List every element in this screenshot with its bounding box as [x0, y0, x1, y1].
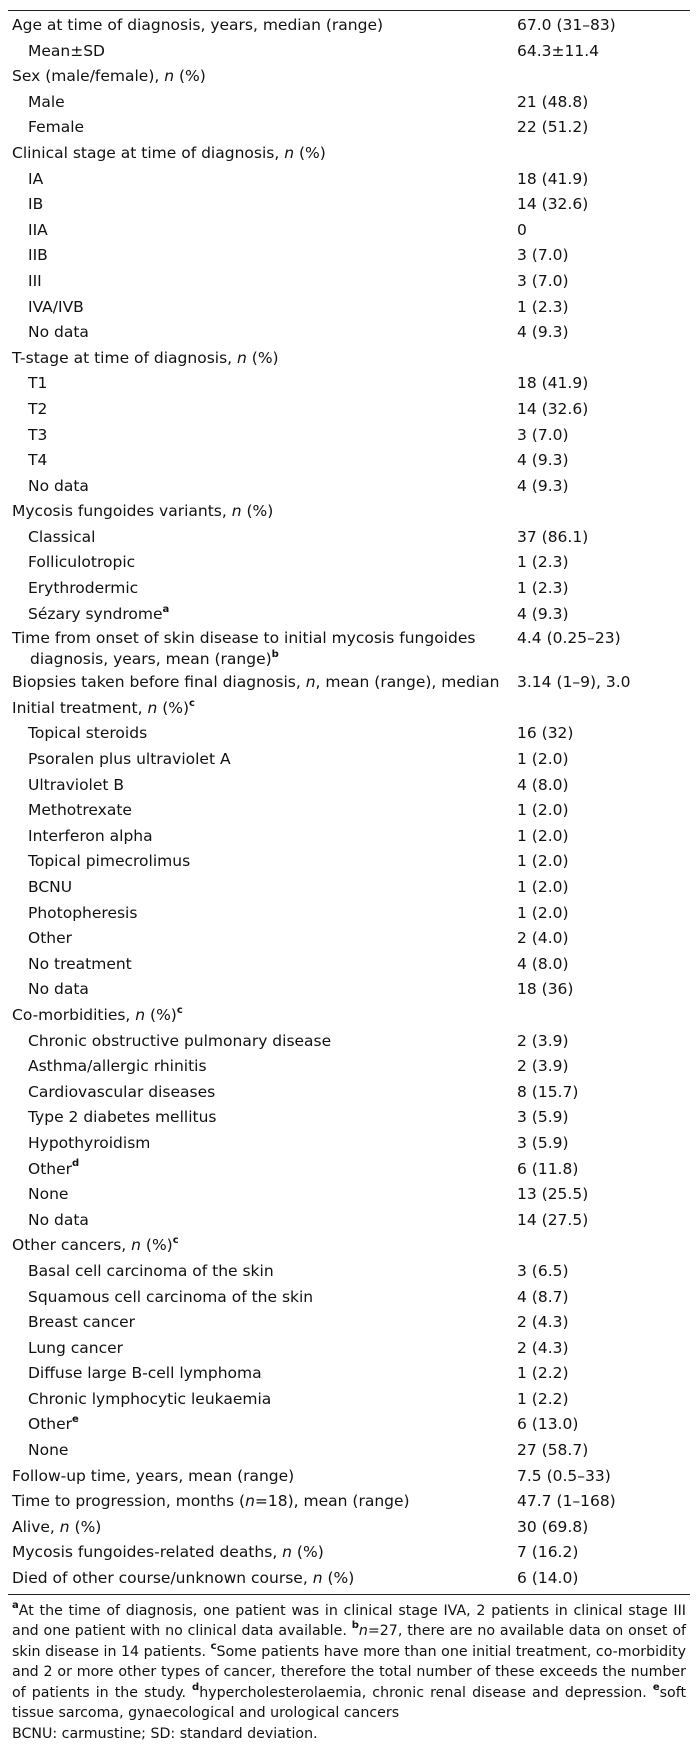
row-value: 1 (2.3) — [517, 553, 569, 572]
row-value: 7 (16.2) — [517, 1543, 579, 1562]
footnote-marker: e — [72, 1414, 79, 1426]
row-label — [12, 1003, 512, 1029]
row-value: 14 (27.5) — [517, 1210, 589, 1229]
table-row — [8, 397, 690, 423]
row-label-italic: n — [59, 1517, 70, 1536]
row-label — [12, 499, 512, 525]
row-value: 2 (4.3) — [517, 1338, 569, 1357]
row-label — [28, 397, 528, 423]
row-label — [28, 525, 528, 551]
row-value: 4 (8.0) — [517, 954, 569, 973]
table-section-row — [8, 346, 690, 372]
table-row — [8, 1387, 690, 1413]
row-label-text: Lung cancer — [28, 1338, 124, 1357]
table-row — [8, 773, 690, 799]
table-row — [8, 576, 690, 602]
row-label-suffix: (%) — [292, 1543, 324, 1562]
row-value: 6 (14.0) — [517, 1569, 579, 1588]
row-label — [28, 1208, 528, 1234]
table-row — [8, 371, 690, 397]
row-label — [28, 1361, 528, 1387]
row-label-italic: n — [284, 143, 295, 162]
table-row — [8, 243, 690, 269]
row-value: 4 (8.0) — [517, 775, 569, 794]
row-value: 3 (5.9) — [517, 1133, 569, 1152]
row-value: 4 (9.3) — [517, 604, 569, 623]
row-label-italic: n — [147, 698, 158, 717]
table-row — [8, 926, 690, 952]
row-label — [12, 628, 526, 670]
row-value: 4 (9.3) — [517, 323, 569, 342]
row-label-text: No data — [28, 1210, 89, 1229]
row-label-text: Male — [28, 92, 65, 111]
table-row — [8, 1310, 690, 1336]
row-value: 3 (7.0) — [517, 271, 569, 290]
row-value: 3 (7.0) — [517, 425, 569, 444]
row-label-text: Mycosis fungoides variants, — [12, 502, 232, 521]
table-footnotes — [8, 1601, 690, 1724]
row-label-italic: n — [135, 1005, 146, 1024]
row-label-text: Alive, — [12, 1517, 60, 1536]
table-section-row — [8, 13, 690, 39]
table-row — [8, 1361, 690, 1387]
row-label — [28, 167, 528, 193]
table-section-row — [8, 499, 690, 525]
footnote-marker: b — [271, 649, 279, 661]
row-label — [12, 1489, 512, 1515]
row-label-text: Clinical stage at time of diagnosis, — [12, 143, 285, 162]
table-row — [8, 90, 690, 116]
table-row — [8, 1182, 690, 1208]
row-label-text: Co-morbidities, — [12, 1005, 136, 1024]
row-label-text: Female — [28, 118, 85, 137]
row-label-text: Biopsies taken before final diagnosis, — [12, 673, 306, 692]
footnote-text: At the time of diagnosis, one patient was in clinical stage IVA, 2 patients in clinical stage III and one patient with no clinical data available. — [12, 1602, 686, 1640]
row-label-text: Other — [28, 1415, 73, 1434]
row-label-text: T2 — [28, 399, 48, 418]
row-label-text: IIA — [28, 220, 48, 239]
row-value: 30 (69.8) — [517, 1517, 589, 1536]
row-label — [28, 550, 528, 576]
table-row — [8, 423, 690, 449]
row-value: 3 (6.5) — [517, 1261, 569, 1280]
table-row — [8, 1080, 690, 1106]
table-top-rule — [8, 10, 690, 11]
table-row — [8, 1438, 690, 1464]
table-row — [8, 1105, 690, 1131]
row-label — [28, 295, 528, 321]
row-label — [28, 90, 528, 116]
row-label — [12, 1515, 512, 1541]
row-label — [28, 926, 528, 952]
row-value: 6 (11.8) — [517, 1159, 579, 1178]
row-label — [28, 602, 528, 628]
footnote-marker: a — [162, 603, 170, 615]
row-label-text: Sex (male/female), — [12, 67, 165, 86]
row-label-text: Topical pimecrolimus — [28, 852, 191, 871]
row-label — [28, 243, 528, 269]
row-label — [28, 747, 528, 773]
table-row — [8, 550, 690, 576]
row-label — [28, 1387, 528, 1413]
row-label-text: T3 — [28, 425, 48, 444]
row-value: 1 (2.0) — [517, 852, 569, 871]
table-row — [8, 977, 690, 1003]
row-label — [28, 721, 528, 747]
row-label — [28, 1310, 528, 1336]
footnote-text: hypercholesterolaemia, chronic renal disease and depression. — [199, 1684, 653, 1701]
row-label-italic: n — [282, 1543, 292, 1562]
row-label — [28, 320, 528, 346]
row-label-italic: n — [231, 502, 242, 521]
table-row — [8, 448, 690, 474]
row-label — [28, 1285, 528, 1311]
row-label-text: IB — [28, 195, 44, 214]
table-row — [8, 1054, 690, 1080]
footnote-marker: d — [192, 1681, 200, 1693]
table-section-row — [8, 1233, 690, 1259]
table-row — [8, 875, 690, 901]
row-value: 1 (2.2) — [517, 1364, 569, 1383]
row-label-text: Classical — [28, 527, 96, 546]
row-label-italic: n — [245, 1492, 255, 1511]
footnote-marker: e — [652, 1681, 660, 1693]
row-value: 8 (15.7) — [517, 1082, 579, 1101]
table-section-row — [8, 64, 690, 90]
row-value: 1 (2.0) — [517, 826, 569, 845]
row-label-suffix: (%) — [174, 67, 206, 86]
row-value: 4 (9.3) — [517, 451, 569, 470]
row-value: 4 (8.7) — [517, 1287, 569, 1306]
table-section-row — [8, 1003, 690, 1029]
row-value: 18 (41.9) — [517, 374, 589, 393]
row-value: 14 (32.6) — [517, 399, 589, 418]
table-bottom-rule — [8, 1594, 690, 1595]
row-label-suffix: (%) — [69, 1517, 102, 1536]
row-label-text: Hypothyroidism — [28, 1133, 151, 1152]
row-label — [28, 901, 528, 927]
row-label-text: Other — [28, 1159, 73, 1178]
row-label — [28, 192, 528, 218]
table-section-row — [8, 696, 690, 722]
row-label-text: Follow-up time, years, mean (range) — [12, 1466, 295, 1485]
row-label — [28, 115, 528, 141]
row-label-text: III — [28, 271, 42, 290]
row-label — [28, 1438, 528, 1464]
row-value: 13 (25.5) — [517, 1185, 589, 1204]
row-label — [28, 1336, 528, 1362]
footnote-marker: d — [72, 1158, 80, 1170]
row-label — [28, 824, 528, 850]
row-label-text: Squamous cell carcinoma of the skin — [28, 1287, 314, 1306]
row-label-suffix: =18), mean (range) — [254, 1492, 410, 1511]
row-label-text: T1 — [28, 374, 48, 393]
row-label — [12, 696, 512, 722]
table-section-row — [8, 1515, 690, 1541]
table-row — [8, 167, 690, 193]
row-label-suffix: (%) — [246, 348, 279, 367]
row-label — [28, 1412, 528, 1438]
table-row — [8, 115, 690, 141]
row-label-suffix: (%) — [145, 1005, 177, 1024]
row-label-text: IA — [28, 169, 44, 188]
table-row — [8, 1157, 690, 1183]
row-label-text: Methotrexate — [28, 801, 132, 820]
table-row — [8, 295, 690, 321]
row-label-text: Photopheresis — [28, 903, 138, 922]
table-row — [8, 218, 690, 244]
table-row — [8, 1412, 690, 1438]
row-value: 4.4 (0.25–23) — [517, 629, 621, 648]
row-label — [28, 218, 528, 244]
table-section-row — [8, 1566, 690, 1592]
row-value: 1 (2.3) — [517, 297, 569, 316]
footnote-marker: b — [351, 1620, 359, 1632]
row-label — [28, 576, 528, 602]
table-row — [8, 1029, 690, 1055]
row-label — [12, 13, 512, 39]
footnote-text: soft tissue sarcoma, gynaecological and urological cancers — [12, 1684, 687, 1722]
footnote-text: Some patients have more than one initial treatment, co-morbidity and 2 or more other types of cancer, therefore the total number of these exceeds the number of patients in the study. — [12, 1643, 686, 1701]
row-label-text: Mycosis fungoides-related deaths, — [12, 1543, 283, 1562]
row-label-text: No treatment — [28, 954, 132, 973]
table-row — [8, 747, 690, 773]
footnote-marker: c — [189, 697, 195, 709]
row-label-text: Other cancers, — [12, 1236, 132, 1255]
footnote-marker: a — [12, 1599, 19, 1611]
row-label-text: Other — [28, 929, 73, 948]
row-label — [28, 952, 528, 978]
row-label-text: Psoralen plus ultraviolet A — [28, 750, 231, 769]
footnote-d — [192, 1681, 653, 1701]
row-label — [28, 849, 528, 875]
row-label-text: Folliculotropic — [28, 553, 136, 572]
row-value: 18 (41.9) — [517, 169, 589, 188]
row-label-text: Ultraviolet B — [28, 775, 125, 794]
row-label-text: No data — [28, 476, 89, 495]
row-label-text: Chronic obstructive pulmonary disease — [28, 1031, 332, 1050]
row-label-text: Basal cell carcinoma of the skin — [28, 1261, 274, 1280]
row-value: 18 (36) — [517, 980, 574, 999]
row-value: 1 (2.0) — [517, 903, 569, 922]
row-label-text: None — [28, 1185, 69, 1204]
row-label — [28, 1029, 528, 1055]
row-label-italic: n — [131, 1236, 141, 1255]
row-label — [12, 346, 512, 372]
row-label-text: Erythrodermic — [28, 579, 139, 598]
row-value: 1 (2.0) — [517, 750, 569, 769]
table-row — [8, 525, 690, 551]
table-section-row — [8, 1540, 690, 1566]
table-row — [8, 824, 690, 850]
row-label — [28, 371, 528, 397]
row-value: 1 (2.0) — [517, 801, 569, 820]
row-label — [28, 269, 528, 295]
row-label — [28, 1182, 528, 1208]
row-label-text: Age at time of diagnosis, years, median (range) — [12, 16, 384, 34]
row-label — [12, 1540, 512, 1566]
table-section-row — [8, 141, 690, 167]
table-document — [8, 6, 690, 1744]
row-value: 16 (32) — [517, 724, 574, 743]
row-label — [12, 141, 512, 167]
table-row — [8, 320, 690, 346]
row-value: 2 (4.0) — [517, 929, 569, 948]
row-label-text: BCNU — [28, 878, 73, 896]
row-label-suffix: (%) — [322, 1569, 355, 1588]
row-label-text: Time to progression, months ( — [12, 1492, 246, 1511]
row-label-text: T-stage at time of diagnosis, — [12, 348, 238, 367]
table-row — [8, 192, 690, 218]
table-section-row — [8, 1464, 690, 1490]
row-label-suffix: (%) — [140, 1236, 173, 1255]
row-label-text: Type 2 diabetes mellitus — [28, 1108, 217, 1127]
row-value: 2 (3.9) — [517, 1031, 569, 1050]
table-row — [8, 1285, 690, 1311]
row-label — [12, 1464, 512, 1490]
row-value: 1 (2.0) — [517, 878, 569, 896]
row-label-italic: n — [164, 67, 175, 86]
row-label — [28, 1105, 528, 1131]
row-value: 21 (48.8) — [517, 92, 589, 111]
table-row — [8, 269, 690, 295]
row-value: 27 (58.7) — [517, 1441, 589, 1460]
abbreviations-note: BCNU: carmustine; SD: standard deviation. — [12, 1725, 318, 1742]
row-value: 37 (86.1) — [517, 527, 589, 546]
row-label-suffix: (%) — [241, 502, 274, 521]
row-value: 1 (2.2) — [517, 1389, 569, 1408]
table-body — [8, 13, 690, 1592]
row-value: 3 (5.9) — [517, 1108, 569, 1127]
row-label-text: Sézary syndrome — [28, 604, 163, 623]
row-value: 67.0 (31–83) — [517, 16, 616, 34]
row-label — [12, 1233, 512, 1259]
row-label — [28, 1259, 528, 1285]
row-label-suffix: , mean (range), median — [315, 673, 500, 692]
row-label-text: IIB — [28, 246, 48, 265]
row-label — [28, 1157, 528, 1183]
row-label — [28, 474, 528, 500]
row-label-italic: n — [237, 348, 247, 367]
footnote-marker: c — [210, 1640, 217, 1652]
row-value: 6 (13.0) — [517, 1415, 579, 1434]
table-row — [8, 474, 690, 500]
table-row — [8, 602, 690, 628]
row-label-italic: n — [305, 673, 316, 692]
table-row — [8, 1208, 690, 1234]
row-label-text: Died of other course/unknown course, — [12, 1569, 313, 1588]
table-section-row — [8, 670, 690, 696]
footnote-marker: c — [176, 1004, 183, 1016]
row-label-text: T4 — [28, 451, 48, 470]
row-label — [28, 1054, 528, 1080]
row-label-text: Cardiovascular diseases — [28, 1082, 216, 1101]
row-value: 2 (3.9) — [517, 1057, 569, 1076]
row-value: 3.14 (1–9), 3.0 — [517, 673, 631, 692]
row-label — [12, 670, 512, 696]
row-label-suffix: (%) — [294, 143, 326, 162]
table-row — [8, 798, 690, 824]
row-label-text: No data — [28, 323, 89, 342]
table-section-row — [8, 627, 690, 670]
table-row — [8, 1336, 690, 1362]
row-label-text: Interferon alpha — [28, 826, 153, 845]
row-label-text: None — [28, 1441, 69, 1460]
table-row — [8, 39, 690, 65]
table-row — [8, 901, 690, 927]
row-label — [28, 875, 528, 901]
row-value: 47.7 (1–168) — [517, 1492, 616, 1511]
row-label-text: Time from onset of skin disease to initial mycosis fungoides diagnosis, years, mean (range) — [12, 629, 476, 669]
row-label — [12, 1566, 512, 1592]
row-label-text: Topical steroids — [28, 724, 148, 743]
row-label-text: Asthma/allergic rhinitis — [28, 1057, 207, 1076]
row-value: 22 (51.2) — [517, 118, 589, 137]
row-label-text: No data — [28, 980, 89, 999]
row-value: 64.3±11.4 — [517, 41, 600, 60]
table-row — [8, 1131, 690, 1157]
row-value: 3 (7.0) — [517, 246, 569, 265]
row-label — [12, 64, 512, 90]
table-row — [8, 721, 690, 747]
footnote-text: =27, there are no available data on onset of skin disease in 14 patients. — [12, 1623, 686, 1660]
row-label-text: Mean±SD — [28, 41, 105, 60]
row-label — [28, 448, 528, 474]
footnote-marker: c — [172, 1235, 179, 1247]
row-label — [28, 1080, 528, 1106]
row-value: 7.5 (0.5–33) — [517, 1466, 611, 1485]
row-label — [28, 977, 528, 1003]
row-label-text: Diffuse large B-cell lymphoma — [28, 1364, 262, 1383]
table-row — [8, 849, 690, 875]
row-value: 4 (9.3) — [517, 476, 569, 495]
row-value: 1 (2.3) — [517, 579, 569, 598]
row-label-text: Initial treatment, — [12, 698, 148, 717]
row-label — [28, 798, 528, 824]
row-label — [28, 39, 528, 65]
table-row — [8, 952, 690, 978]
row-label — [28, 1131, 528, 1157]
row-label — [28, 773, 528, 799]
row-label-text: IVA/IVB — [28, 297, 84, 316]
table-section-row — [8, 1489, 690, 1515]
row-label-text: Chronic lymphocytic leukaemia — [28, 1389, 272, 1408]
footnote-italic: n — [358, 1623, 368, 1640]
row-label-italic: n — [312, 1569, 323, 1588]
row-value: 14 (32.6) — [517, 195, 589, 214]
row-value: 0 — [517, 220, 527, 239]
table-row — [8, 1259, 690, 1285]
row-label-suffix: (%) — [157, 698, 190, 717]
row-label-text: Breast cancer — [28, 1313, 136, 1332]
row-value: 2 (4.3) — [517, 1313, 569, 1332]
row-label — [28, 423, 528, 449]
